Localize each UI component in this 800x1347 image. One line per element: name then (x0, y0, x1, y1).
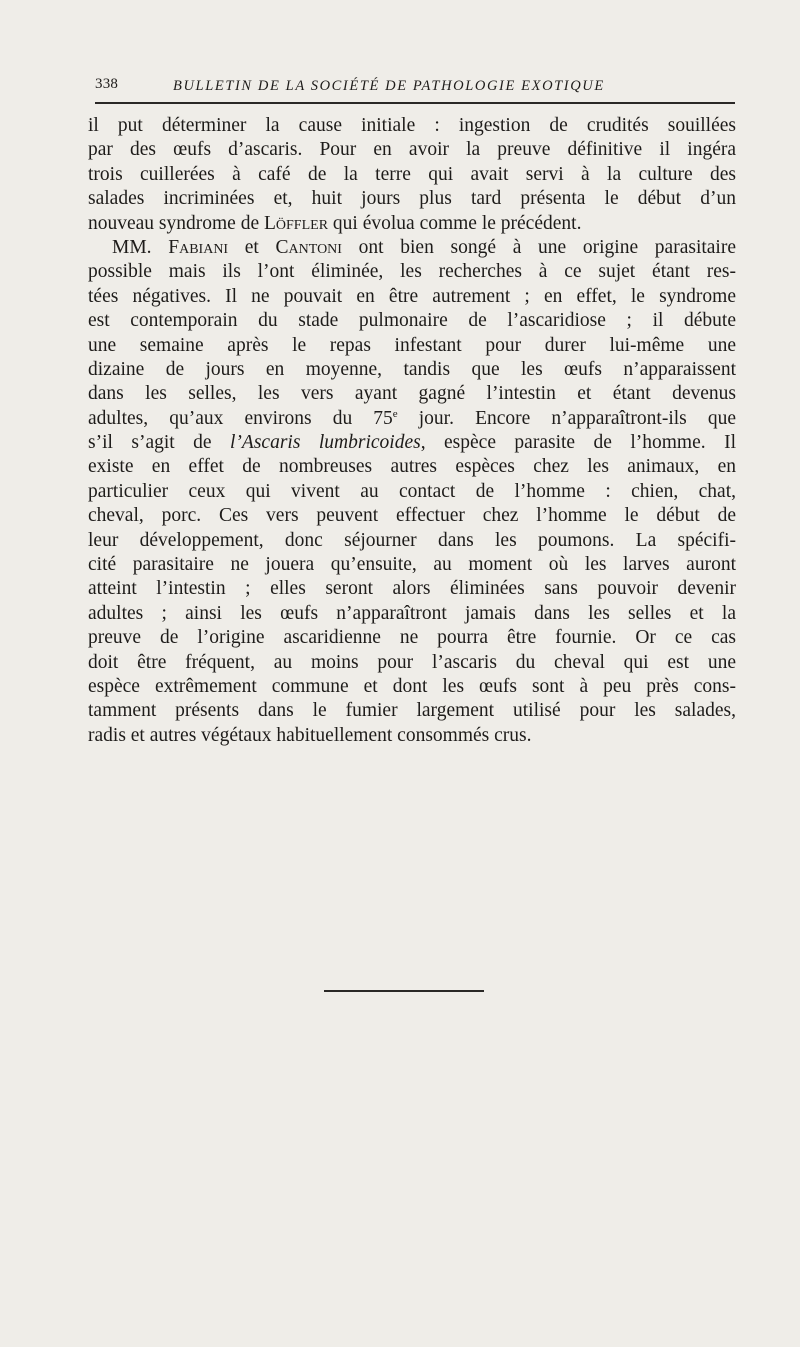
running-title: BULLETIN DE LA SOCIÉTÉ DE PATHOLOGIE EXOTIQUE (173, 78, 605, 94)
text-segment: s’il s’agit de (88, 432, 230, 454)
text-line: possible mais ils l’ont éliminée, les recherches à ce sujet étant res- (88, 261, 736, 283)
text-line: particulier ceux qui vivent au contact de l’homme : chien, chat, (88, 480, 736, 502)
text-line: doit être fréquent, au moins pour l’ascaris du cheval qui est une (88, 651, 736, 673)
text-line (88, 431, 736, 455)
text-segment: jour. Encore n’apparaîtront-ils que (397, 407, 736, 429)
text-line: trois cuillerées à café de la terre qui avait servi à la culture des (88, 163, 736, 185)
text-line: dans les selles, les vers ayant gagné l’intestin et étant devenus (88, 383, 736, 405)
text-segment: adultes, qu’aux environs du (88, 407, 374, 429)
text-line: est contemporain du stade pulmonaire de l’ascaridiose ; il débute (88, 310, 736, 332)
text-line: existe en effet de nombreuses autres espèces chez les animaux, en (88, 456, 736, 478)
author-name: Fabiani (168, 236, 229, 258)
text-segment: qui évolua comme le précédent. (328, 212, 582, 234)
author-name: Löffler (264, 212, 329, 234)
text-line: il put déterminer la cause initiale : ingestion de crudités souillées (88, 115, 736, 136)
header-rule (95, 102, 735, 104)
text-line: radis et autres végétaux habituellement consommés crus. (88, 724, 532, 746)
text-segment: nouveau syndrome de (88, 212, 264, 234)
text-line (88, 212, 736, 236)
text-line: une semaine après le repas infestant pour durer lui-même une (88, 334, 736, 356)
author-name: Cantoni (275, 236, 342, 258)
text-segment: et (228, 236, 276, 258)
text-segment: MM. (112, 236, 169, 258)
text-segment: ont bien songé à une origine parasitaire (341, 236, 736, 258)
species-name: l’Ascaris lumbricoides (230, 432, 421, 454)
page-header (95, 76, 735, 98)
text-line (88, 407, 736, 431)
text-line: preuve de l’origine ascaridienne ne pourra être fournie. Or ce cas (88, 627, 736, 649)
text-line: espèce extrêmement commune et dont les œufs sont à peu près cons- (88, 675, 736, 697)
text-line: atteint l’intestin ; elles seront alors éliminées sans pouvoir devenir (88, 578, 736, 600)
text-line: tées négatives. Il ne pouvait en être autrement ; en effet, le syndrome (88, 285, 736, 307)
body-text (88, 114, 736, 748)
day-number: 75 (373, 407, 393, 429)
text-segment: , espèce parasite de l’homme. Il (420, 432, 736, 454)
text-line: cité parasitaire ne jouera qu’ensuite, au moment où les larves auront (88, 554, 736, 576)
text-line: salades incriminées et, huit jours plus tard présenta le début d’un (88, 188, 736, 210)
text-line: adultes ; ainsi les œufs n’apparaîtront jamais dans les selles et la (88, 602, 736, 624)
page-number: 338 (95, 76, 119, 92)
text-line: tamment présents dans le fumier largement utilisé pour les salades, (88, 700, 736, 722)
end-rule (324, 990, 484, 992)
text-line: leur développement, donc séjourner dans les poumons. La spécifi- (88, 529, 736, 551)
text-line: cheval, porc. Ces vers peuvent effectuer chez l’homme le début de (88, 505, 736, 527)
text-line: par des œufs d’ascaris. Pour en avoir la preuve définitive il ingéra (88, 139, 736, 161)
ordinal-suffix: e (392, 407, 398, 420)
text-line: dizaine de jours en moyenne, tandis que les œufs n’apparaissent (88, 358, 736, 380)
text-line (88, 236, 736, 260)
